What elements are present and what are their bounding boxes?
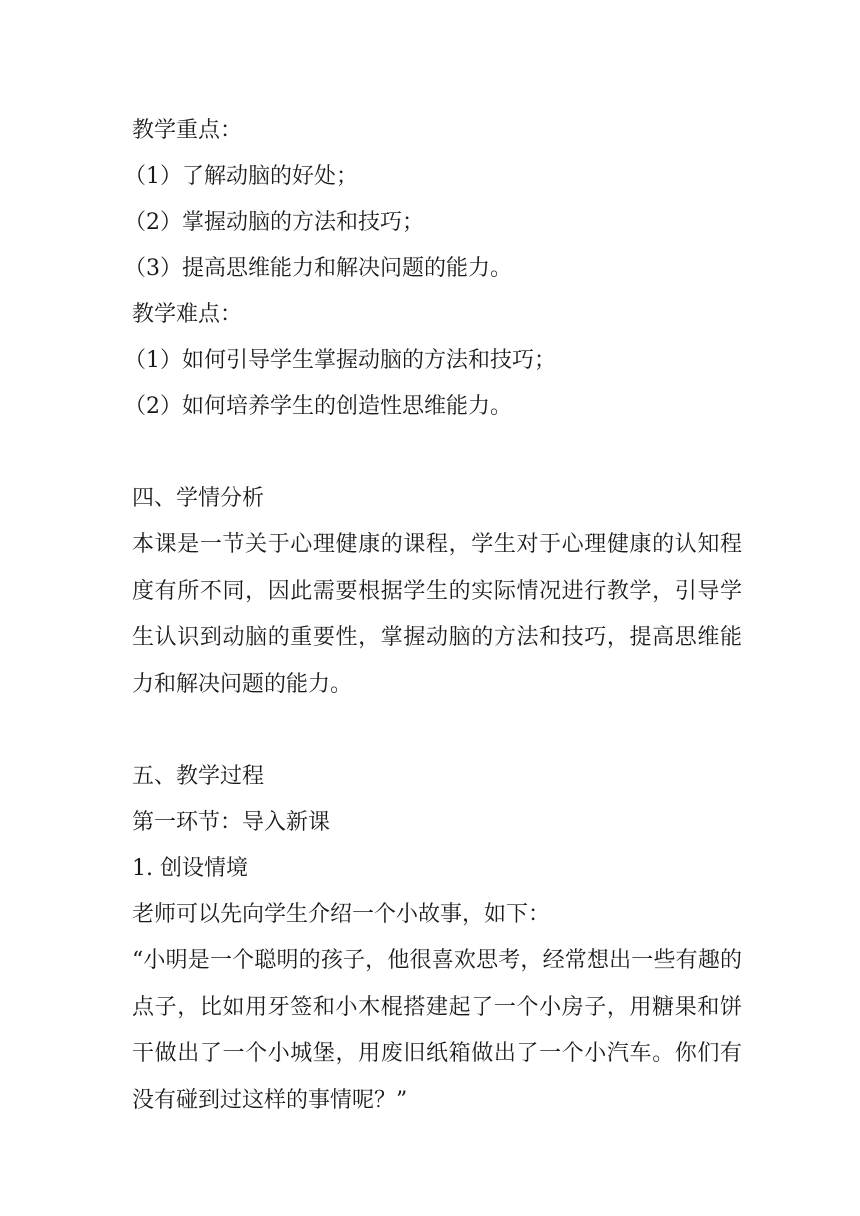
difficulty-item-1: （1）如何引导学生掌握动脑的方法和技巧； [124, 348, 556, 373]
section-5-heading: 五、教学过程 [132, 764, 265, 789]
focus-item-1: （1）了解动脑的好处； [124, 164, 358, 189]
stage-heading: 第一环节：导入新课 [132, 810, 331, 835]
teaching-focus-heading: 教学重点： [132, 118, 243, 143]
difficulty-item-2: （2）如何培养学生的创造性思维能力。 [124, 394, 512, 419]
spacer [132, 708, 742, 754]
section-4-paragraph: 本课是一节关于心理健康的课程，学生对于心理健康的认知程度有所不同，因此需要根据学生的实际情况进行教学，引导学生认识到动脑的重要性，掌握动脑的方法和技巧，提高思维能力和解决问题的能力。 [132, 532, 742, 697]
teaching-difficulty-heading: 教学难点： [132, 302, 243, 327]
intro-text: 老师可以先向学生介绍一个小故事，如下： [132, 902, 551, 927]
focus-item-3: （3）提高思维能力和解决问题的能力。 [124, 256, 512, 281]
story-paragraph: “小明是一个聪明的孩子，他很喜欢思考，经常想出一些有趣的点子，比如用牙签和小木棍搭建起了一个小房子，用糖果和饼干做出了一个小城堡，用废旧纸箱做出了一个小汽车。你们有没有碰到过这样的事情呢？” [132, 948, 742, 1113]
document-body [124, 108, 742, 1124]
step-heading: 1. 创设情境 [132, 856, 248, 881]
spacer [132, 430, 742, 476]
focus-item-2: （2）掌握动脑的方法和技巧； [124, 210, 424, 235]
section-4-heading: 四、学情分析 [132, 486, 265, 511]
